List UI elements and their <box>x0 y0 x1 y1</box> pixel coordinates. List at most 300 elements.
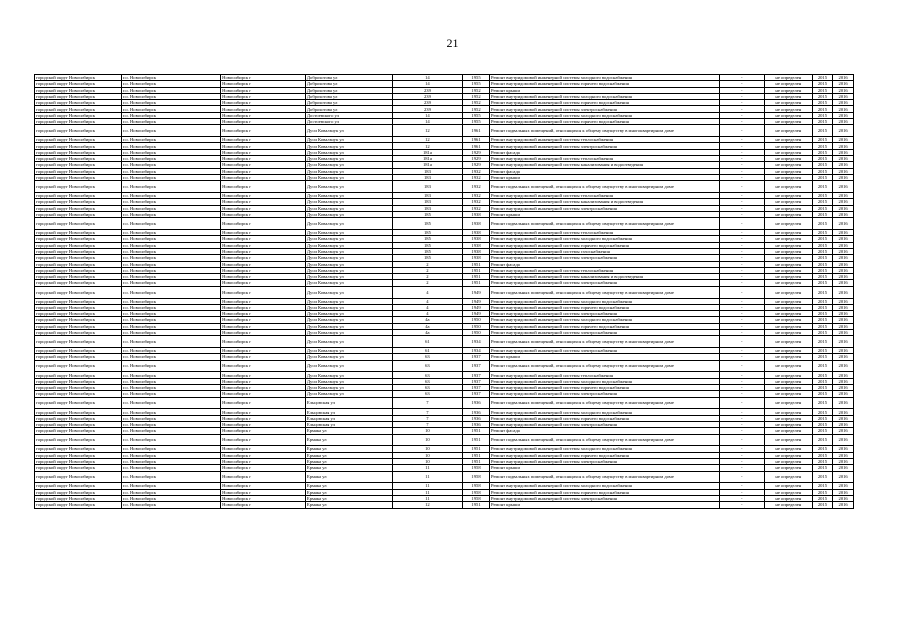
dash-cell: - <box>719 348 765 354</box>
year-built-cell: 1937 <box>463 372 490 378</box>
municipality-cell: городской округ Новосибирск <box>35 304 122 310</box>
start-year-cell: 2015 <box>812 422 833 428</box>
house-number-cell: 10 <box>392 428 462 434</box>
year-built-cell: 1937 <box>463 391 490 397</box>
start-year-cell: 2015 <box>812 459 833 465</box>
year-built-cell: 1951 <box>463 274 490 280</box>
municipality-cell: городской округ Новосибирск <box>35 496 122 502</box>
city-cell: Новосибирск г <box>221 372 306 378</box>
municipality-cell: городской округ Новосибирск <box>35 211 122 217</box>
house-number-cell: 10 <box>392 459 462 465</box>
house-number-cell: 185 <box>392 236 462 242</box>
municipality-cell: городской округ Новосибирск <box>35 143 122 149</box>
house-number-cell: 4 <box>392 304 462 310</box>
municipality-cell: городской округ Новосибирск <box>35 360 122 372</box>
dash-cell: - <box>719 354 765 360</box>
dash-cell: - <box>719 360 765 372</box>
start-year-cell: 2015 <box>812 75 833 81</box>
end-year-cell: 2016 <box>833 422 854 428</box>
district-cell: г.о. Новосибирск <box>121 125 220 137</box>
start-year-cell: 2015 <box>812 261 833 267</box>
start-year-cell: 2015 <box>812 255 833 261</box>
year-built-cell: 1950 <box>463 323 490 329</box>
district-cell: г.о. Новосибирск <box>121 112 220 118</box>
work-type-cell: Ремонт внутридомовой инженерной системы холодного водоснабжения <box>489 317 719 323</box>
house-number-cell: 12 <box>392 137 462 143</box>
year-built-cell: 1938 <box>463 230 490 236</box>
end-year-cell: 2016 <box>833 162 854 168</box>
cost-cell: не определен <box>765 149 813 155</box>
city-cell: Новосибирск г <box>221 100 306 106</box>
end-year-cell: 2016 <box>833 242 854 248</box>
dash-cell: - <box>719 298 765 304</box>
house-number-cell: 63 <box>392 378 462 384</box>
district-cell: г.о. Новосибирск <box>121 317 220 323</box>
end-year-cell: 2016 <box>833 236 854 242</box>
work-type-cell: Ремонт подвальных помещений, относящихся к общему имуществу в многоквартирном доме <box>489 360 719 372</box>
municipality-cell: городской округ Новосибирск <box>35 125 122 137</box>
municipality-cell: городской округ Новосибирск <box>35 112 122 118</box>
street-cell: Дуси Ковальчук ул <box>305 336 392 348</box>
end-year-cell: 2016 <box>833 168 854 174</box>
start-year-cell: 2015 <box>812 168 833 174</box>
start-year-cell: 2015 <box>812 446 833 452</box>
dash-cell: - <box>719 168 765 174</box>
start-year-cell: 2015 <box>812 87 833 93</box>
year-built-cell: 1952 <box>463 87 490 93</box>
district-cell: г.о. Новосибирск <box>121 119 220 125</box>
year-built-cell: 1929 <box>463 156 490 162</box>
street-cell: Ельцовская ул <box>305 409 392 415</box>
city-cell: Новосибирск г <box>221 112 306 118</box>
start-year-cell: 2015 <box>812 311 833 317</box>
house-number-cell: 12 <box>392 502 462 508</box>
start-year-cell: 2015 <box>812 452 833 458</box>
street-cell: Дуси Ковальчук ул <box>305 385 392 391</box>
dash-cell: - <box>719 372 765 378</box>
start-year-cell: 2015 <box>812 181 833 193</box>
house-number-cell: 183 <box>392 174 462 180</box>
district-cell: г.о. Новосибирск <box>121 465 220 471</box>
year-built-cell: 1951 <box>463 280 490 286</box>
year-built-cell: 1934 <box>463 348 490 354</box>
start-year-cell: 2015 <box>812 143 833 149</box>
city-cell: Новосибирск г <box>221 336 306 348</box>
year-built-cell: 1932 <box>463 168 490 174</box>
house-number-cell: 10 <box>392 434 462 446</box>
street-cell: Доброхотова ул <box>305 100 392 106</box>
year-built-cell: 1934 <box>463 336 490 348</box>
street-cell: Дуси Ковальчук ул <box>305 372 392 378</box>
year-built-cell: 1951 <box>463 446 490 452</box>
work-type-cell: Ремонт подвальных помещений, относящихся к общему имуществу в многоквартирном доме <box>489 181 719 193</box>
district-cell: г.о. Новосибирск <box>121 502 220 508</box>
start-year-cell: 2015 <box>812 286 833 298</box>
work-type-cell: Ремонт внутридомовой инженерной системы электроснабжения <box>489 348 719 354</box>
municipality-cell: городской округ Новосибирск <box>35 255 122 261</box>
district-cell: г.о. Новосибирск <box>121 236 220 242</box>
municipality-cell: городской округ Новосибирск <box>35 93 122 99</box>
district-cell: г.о. Новосибирск <box>121 496 220 502</box>
street-cell: Дуси Ковальчук ул <box>305 354 392 360</box>
city-cell: Новосибирск г <box>221 452 306 458</box>
start-year-cell: 2015 <box>812 434 833 446</box>
end-year-cell: 2016 <box>833 81 854 87</box>
district-cell: г.о. Новосибирск <box>121 255 220 261</box>
end-year-cell: 2016 <box>833 385 854 391</box>
city-cell: Новосибирск г <box>221 385 306 391</box>
cost-cell: не определен <box>765 336 813 348</box>
district-cell: г.о. Новосибирск <box>121 286 220 298</box>
house-number-cell: 7 <box>392 409 462 415</box>
cost-cell: не определен <box>765 181 813 193</box>
work-type-cell: Ремонт фасада <box>489 149 719 155</box>
district-cell: г.о. Новосибирск <box>121 106 220 112</box>
city-cell: Новосибирск г <box>221 218 306 230</box>
start-year-cell: 2015 <box>812 119 833 125</box>
cost-cell: не определен <box>765 248 813 254</box>
dash-cell: - <box>719 143 765 149</box>
year-built-cell: 1936 <box>463 409 490 415</box>
table-row <box>35 286 854 298</box>
work-type-cell: Ремонт внутридомовой инженерной системы горячего водоснабжения <box>489 100 719 106</box>
end-year-cell: 2016 <box>833 360 854 372</box>
city-cell: Новосибирск г <box>221 106 306 112</box>
end-year-cell: 2016 <box>833 428 854 434</box>
dash-cell: - <box>719 93 765 99</box>
street-cell: Дуси Ковальчук ул <box>305 323 392 329</box>
district-cell: г.о. Новосибирск <box>121 211 220 217</box>
house-number-cell: 185 <box>392 218 462 230</box>
district-cell: г.о. Новосибирск <box>121 348 220 354</box>
district-cell: г.о. Новосибирск <box>121 298 220 304</box>
start-year-cell: 2015 <box>812 236 833 242</box>
cost-cell: не определен <box>765 87 813 93</box>
work-type-cell: Ремонт внутридомовой инженерной системы горячего водоснабжения <box>489 489 719 495</box>
start-year-cell: 2015 <box>812 298 833 304</box>
end-year-cell: 2016 <box>833 125 854 137</box>
start-year-cell: 2015 <box>812 360 833 372</box>
cost-cell: не определен <box>765 274 813 280</box>
year-built-cell: 1932 <box>463 193 490 199</box>
cost-cell: не определен <box>765 434 813 446</box>
end-year-cell: 2016 <box>833 205 854 211</box>
house-number-cell: 11 <box>392 489 462 495</box>
work-type-cell: Ремонт внутридомовой инженерной системы холодного водоснабжения <box>489 112 719 118</box>
end-year-cell: 2016 <box>833 143 854 149</box>
house-number-cell: 4 <box>392 298 462 304</box>
start-year-cell: 2015 <box>812 137 833 143</box>
city-cell: Новосибирск г <box>221 415 306 421</box>
dash-cell: - <box>719 286 765 298</box>
city-cell: Новосибирск г <box>221 286 306 298</box>
municipality-cell: городской округ Новосибирск <box>35 248 122 254</box>
dash-cell: - <box>719 106 765 112</box>
dash-cell: - <box>719 75 765 81</box>
cost-cell: не определен <box>765 119 813 125</box>
work-type-cell: Ремонт внутридомовой инженерной системы электроснабжения <box>489 459 719 465</box>
start-year-cell: 2015 <box>812 391 833 397</box>
district-cell: г.о. Новосибирск <box>121 336 220 348</box>
municipality-cell: городской округ Новосибирск <box>35 286 122 298</box>
house-number-cell: 4 <box>392 286 462 298</box>
municipality-cell: городской округ Новосибирск <box>35 230 122 236</box>
district-cell: г.о. Новосибирск <box>121 471 220 483</box>
district-cell: г.о. Новосибирск <box>121 181 220 193</box>
street-cell: Дуси Ковальчук ул <box>305 230 392 236</box>
city-cell: Новосибирск г <box>221 304 306 310</box>
work-type-cell: Ремонт внутридомовой инженерной системы холодного водоснабжения <box>489 75 719 81</box>
street-cell: Дуси Ковальчук ул <box>305 317 392 323</box>
street-cell: Дуси Ковальчук ул <box>305 311 392 317</box>
year-built-cell: 1937 <box>463 378 490 384</box>
house-number-cell: 63 <box>392 385 462 391</box>
district-cell: г.о. Новосибирск <box>121 137 220 143</box>
street-cell: Дуси Ковальчук ул <box>305 205 392 211</box>
end-year-cell: 2016 <box>833 218 854 230</box>
start-year-cell: 2015 <box>812 93 833 99</box>
house-number-cell: 2 <box>392 280 462 286</box>
dash-cell: - <box>719 329 765 335</box>
municipality-cell: городской округ Новосибирск <box>35 471 122 483</box>
start-year-cell: 2015 <box>812 125 833 137</box>
work-type-cell: Ремонт внутридомовой инженерной системы холодного водоснабжения <box>489 93 719 99</box>
house-number-cell: 4 <box>392 311 462 317</box>
dash-cell: - <box>719 230 765 236</box>
cost-cell: не определен <box>765 489 813 495</box>
work-type-cell: Ремонт подвальных помещений, относящихся к общему имуществу в многоквартирном доме <box>489 471 719 483</box>
house-number-cell: 2 <box>392 261 462 267</box>
end-year-cell: 2016 <box>833 112 854 118</box>
street-cell: Дуси Ковальчук ул <box>305 286 392 298</box>
street-cell: Доброхотова ул <box>305 87 392 93</box>
dash-cell: - <box>719 125 765 137</box>
municipality-cell: городской округ Новосибирск <box>35 452 122 458</box>
work-type-cell: Ремонт внутридомовой инженерной системы теплоснабжения <box>489 267 719 273</box>
end-year-cell: 2016 <box>833 87 854 93</box>
work-type-cell: Ремонт внутридомовой инженерной системы теплоснабжения <box>489 230 719 236</box>
year-built-cell: 1932 <box>463 205 490 211</box>
district-cell: г.о. Новосибирск <box>121 230 220 236</box>
end-year-cell: 2016 <box>833 471 854 483</box>
dash-cell: - <box>719 317 765 323</box>
dash-cell: - <box>719 428 765 434</box>
work-type-cell: Ремонт внутридомовой инженерной системы электроснабжения <box>489 496 719 502</box>
house-number-cell: 239 <box>392 93 462 99</box>
municipality-cell: городской округ Новосибирск <box>35 317 122 323</box>
city-cell: Новосибирск г <box>221 496 306 502</box>
house-number-cell: 63 <box>392 372 462 378</box>
cost-cell: не определен <box>765 242 813 248</box>
city-cell: Новосибирск г <box>221 267 306 273</box>
street-cell: Дуси Ковальчук ул <box>305 255 392 261</box>
district-cell: г.о. Новосибирск <box>121 218 220 230</box>
dash-cell: - <box>719 205 765 211</box>
year-built-cell: 1951 <box>463 452 490 458</box>
cost-cell: не определен <box>765 298 813 304</box>
work-type-cell: Ремонт внутридомовой инженерной системы электроснабжения <box>489 311 719 317</box>
work-type-cell: Ремонт внутридомовой инженерной системы горячего водоснабжения <box>489 119 719 125</box>
municipality-cell: городской округ Новосибирск <box>35 168 122 174</box>
dash-cell: - <box>719 261 765 267</box>
street-cell: Ермака ул <box>305 496 392 502</box>
street-cell: Ермака ул <box>305 428 392 434</box>
cost-cell: не определен <box>765 100 813 106</box>
municipality-cell: городской округ Новосибирск <box>35 267 122 273</box>
street-cell: Дуси Ковальчук ул <box>305 125 392 137</box>
city-cell: Новосибирск г <box>221 311 306 317</box>
start-year-cell: 2015 <box>812 354 833 360</box>
house-number-cell: 14 <box>392 119 462 125</box>
cost-cell: не определен <box>765 112 813 118</box>
year-built-cell: 1955 <box>463 75 490 81</box>
dash-cell: - <box>719 267 765 273</box>
house-number-cell: 183 <box>392 199 462 205</box>
year-built-cell: 1949 <box>463 304 490 310</box>
street-cell: Дуси Ковальчук ул <box>305 360 392 372</box>
work-type-cell: Ремонт внутридомовой инженерной системы горячего водоснабжения <box>489 452 719 458</box>
year-built-cell: 1936 <box>463 415 490 421</box>
start-year-cell: 2015 <box>812 230 833 236</box>
start-year-cell: 2015 <box>812 415 833 421</box>
end-year-cell: 2016 <box>833 230 854 236</box>
district-cell: г.о. Новосибирск <box>121 199 220 205</box>
street-cell: Дуси Ковальчук ул <box>305 168 392 174</box>
start-year-cell: 2015 <box>812 465 833 471</box>
cost-cell: не определен <box>765 261 813 267</box>
dash-cell: - <box>719 162 765 168</box>
cost-cell: не определен <box>765 428 813 434</box>
start-year-cell: 2015 <box>812 100 833 106</box>
year-built-cell: 1929 <box>463 149 490 155</box>
municipality-cell: городской округ Новосибирск <box>35 119 122 125</box>
start-year-cell: 2015 <box>812 348 833 354</box>
municipality-cell: городской округ Новосибирск <box>35 205 122 211</box>
city-cell: Новосибирск г <box>221 465 306 471</box>
district-cell: г.о. Новосибирск <box>121 274 220 280</box>
street-cell: Доброхотова ул <box>305 75 392 81</box>
district-cell: г.о. Новосибирск <box>121 489 220 495</box>
municipality-cell: городской округ Новосибирск <box>35 193 122 199</box>
house-number-cell: 181а <box>392 156 462 162</box>
year-built-cell: 1951 <box>463 459 490 465</box>
year-built-cell: 1949 <box>463 298 490 304</box>
municipality-cell: городской округ Новосибирск <box>35 274 122 280</box>
city-cell: Новосибирск г <box>221 199 306 205</box>
work-type-cell: Ремонт подвальных помещений, относящихся к общему имуществу в многоквартирном доме <box>489 397 719 409</box>
table-row <box>35 336 854 348</box>
dash-cell: - <box>719 459 765 465</box>
municipality-cell: городской округ Новосибирск <box>35 323 122 329</box>
house-number-cell: 185 <box>392 230 462 236</box>
municipality-cell: городской округ Новосибирск <box>35 174 122 180</box>
municipality-cell: городской округ Новосибирск <box>35 298 122 304</box>
cost-cell: не определен <box>765 137 813 143</box>
city-cell: Новосибирск г <box>221 230 306 236</box>
street-cell: Дуси Ковальчук ул <box>305 143 392 149</box>
work-type-cell: Ремонт внутридомовой инженерной системы горячего водоснабжения <box>489 242 719 248</box>
year-built-cell: 1950 <box>463 329 490 335</box>
year-built-cell: 1938 <box>463 211 490 217</box>
end-year-cell: 2016 <box>833 181 854 193</box>
end-year-cell: 2016 <box>833 311 854 317</box>
start-year-cell: 2015 <box>812 397 833 409</box>
dash-cell: - <box>719 415 765 421</box>
work-type-cell: Ремонт фасада <box>489 428 719 434</box>
start-year-cell: 2015 <box>812 156 833 162</box>
year-built-cell: 1961 <box>463 125 490 137</box>
start-year-cell: 2015 <box>812 317 833 323</box>
cost-cell: не определен <box>765 218 813 230</box>
street-cell: Дуси Ковальчук ул <box>305 274 392 280</box>
house-number-cell: 61 <box>392 348 462 354</box>
year-built-cell: 1952 <box>463 106 490 112</box>
house-number-cell: 61 <box>392 336 462 348</box>
municipality-cell: городской округ Новосибирск <box>35 149 122 155</box>
dash-cell: - <box>719 100 765 106</box>
municipality-cell: городской округ Новосибирск <box>35 372 122 378</box>
work-type-cell: Ремонт внутридомовой инженерной системы канализования и водоотведения <box>489 274 719 280</box>
work-type-cell: Ремонт внутридомовой инженерной системы теплоснабжения <box>489 156 719 162</box>
dash-cell: - <box>719 489 765 495</box>
house-number-cell: 183 <box>392 193 462 199</box>
district-cell: г.о. Новосибирск <box>121 248 220 254</box>
work-type-cell: Ремонт внутридомовой инженерной системы горячего водоснабжения <box>489 81 719 87</box>
municipality-cell: городской округ Новосибирск <box>35 354 122 360</box>
cost-cell: не определен <box>765 286 813 298</box>
end-year-cell: 2016 <box>833 93 854 99</box>
work-type-cell: Ремонт внутридомовой инженерной системы горячего водоснабжения <box>489 415 719 421</box>
district-cell: г.о. Новосибирск <box>121 415 220 421</box>
end-year-cell: 2016 <box>833 452 854 458</box>
dash-cell: - <box>719 496 765 502</box>
dash-cell: - <box>719 81 765 87</box>
city-cell: Новосибирск г <box>221 317 306 323</box>
year-built-cell: 1938 <box>463 236 490 242</box>
street-cell: Ельцовская ул <box>305 397 392 409</box>
dash-cell: - <box>719 119 765 125</box>
municipality-cell: городской округ Новосибирск <box>35 502 122 508</box>
street-cell: Доброхотова ул <box>305 81 392 87</box>
dash-cell: - <box>719 149 765 155</box>
municipality-cell: городской округ Новосибирск <box>35 199 122 205</box>
city-cell: Новосибирск г <box>221 75 306 81</box>
municipality-cell: городской округ Новосибирск <box>35 261 122 267</box>
house-number-cell: 7 <box>392 422 462 428</box>
work-type-cell: Ремонт подвальных помещений, относящихся к общему имуществу в многоквартирном доме <box>489 434 719 446</box>
start-year-cell: 2015 <box>812 471 833 483</box>
house-number-cell: 14 <box>392 81 462 87</box>
year-built-cell: 1955 <box>463 112 490 118</box>
dash-cell: - <box>719 452 765 458</box>
work-type-cell: Ремонт внутридомовой инженерной системы электроснабжения <box>489 391 719 397</box>
start-year-cell: 2015 <box>812 199 833 205</box>
district-cell: г.о. Новосибирск <box>121 372 220 378</box>
street-cell: Дуси Ковальчук ул <box>305 193 392 199</box>
district-cell: г.о. Новосибирск <box>121 75 220 81</box>
start-year-cell: 2015 <box>812 193 833 199</box>
table-row <box>35 125 854 137</box>
dash-cell: - <box>719 409 765 415</box>
municipality-cell: городской округ Новосибирск <box>35 87 122 93</box>
start-year-cell: 2015 <box>812 267 833 273</box>
start-year-cell: 2015 <box>812 372 833 378</box>
end-year-cell: 2016 <box>833 261 854 267</box>
municipality-cell: городской округ Новосибирск <box>35 489 122 495</box>
year-built-cell: 1938 <box>463 255 490 261</box>
district-cell: г.о. Новосибирск <box>121 323 220 329</box>
start-year-cell: 2015 <box>812 329 833 335</box>
